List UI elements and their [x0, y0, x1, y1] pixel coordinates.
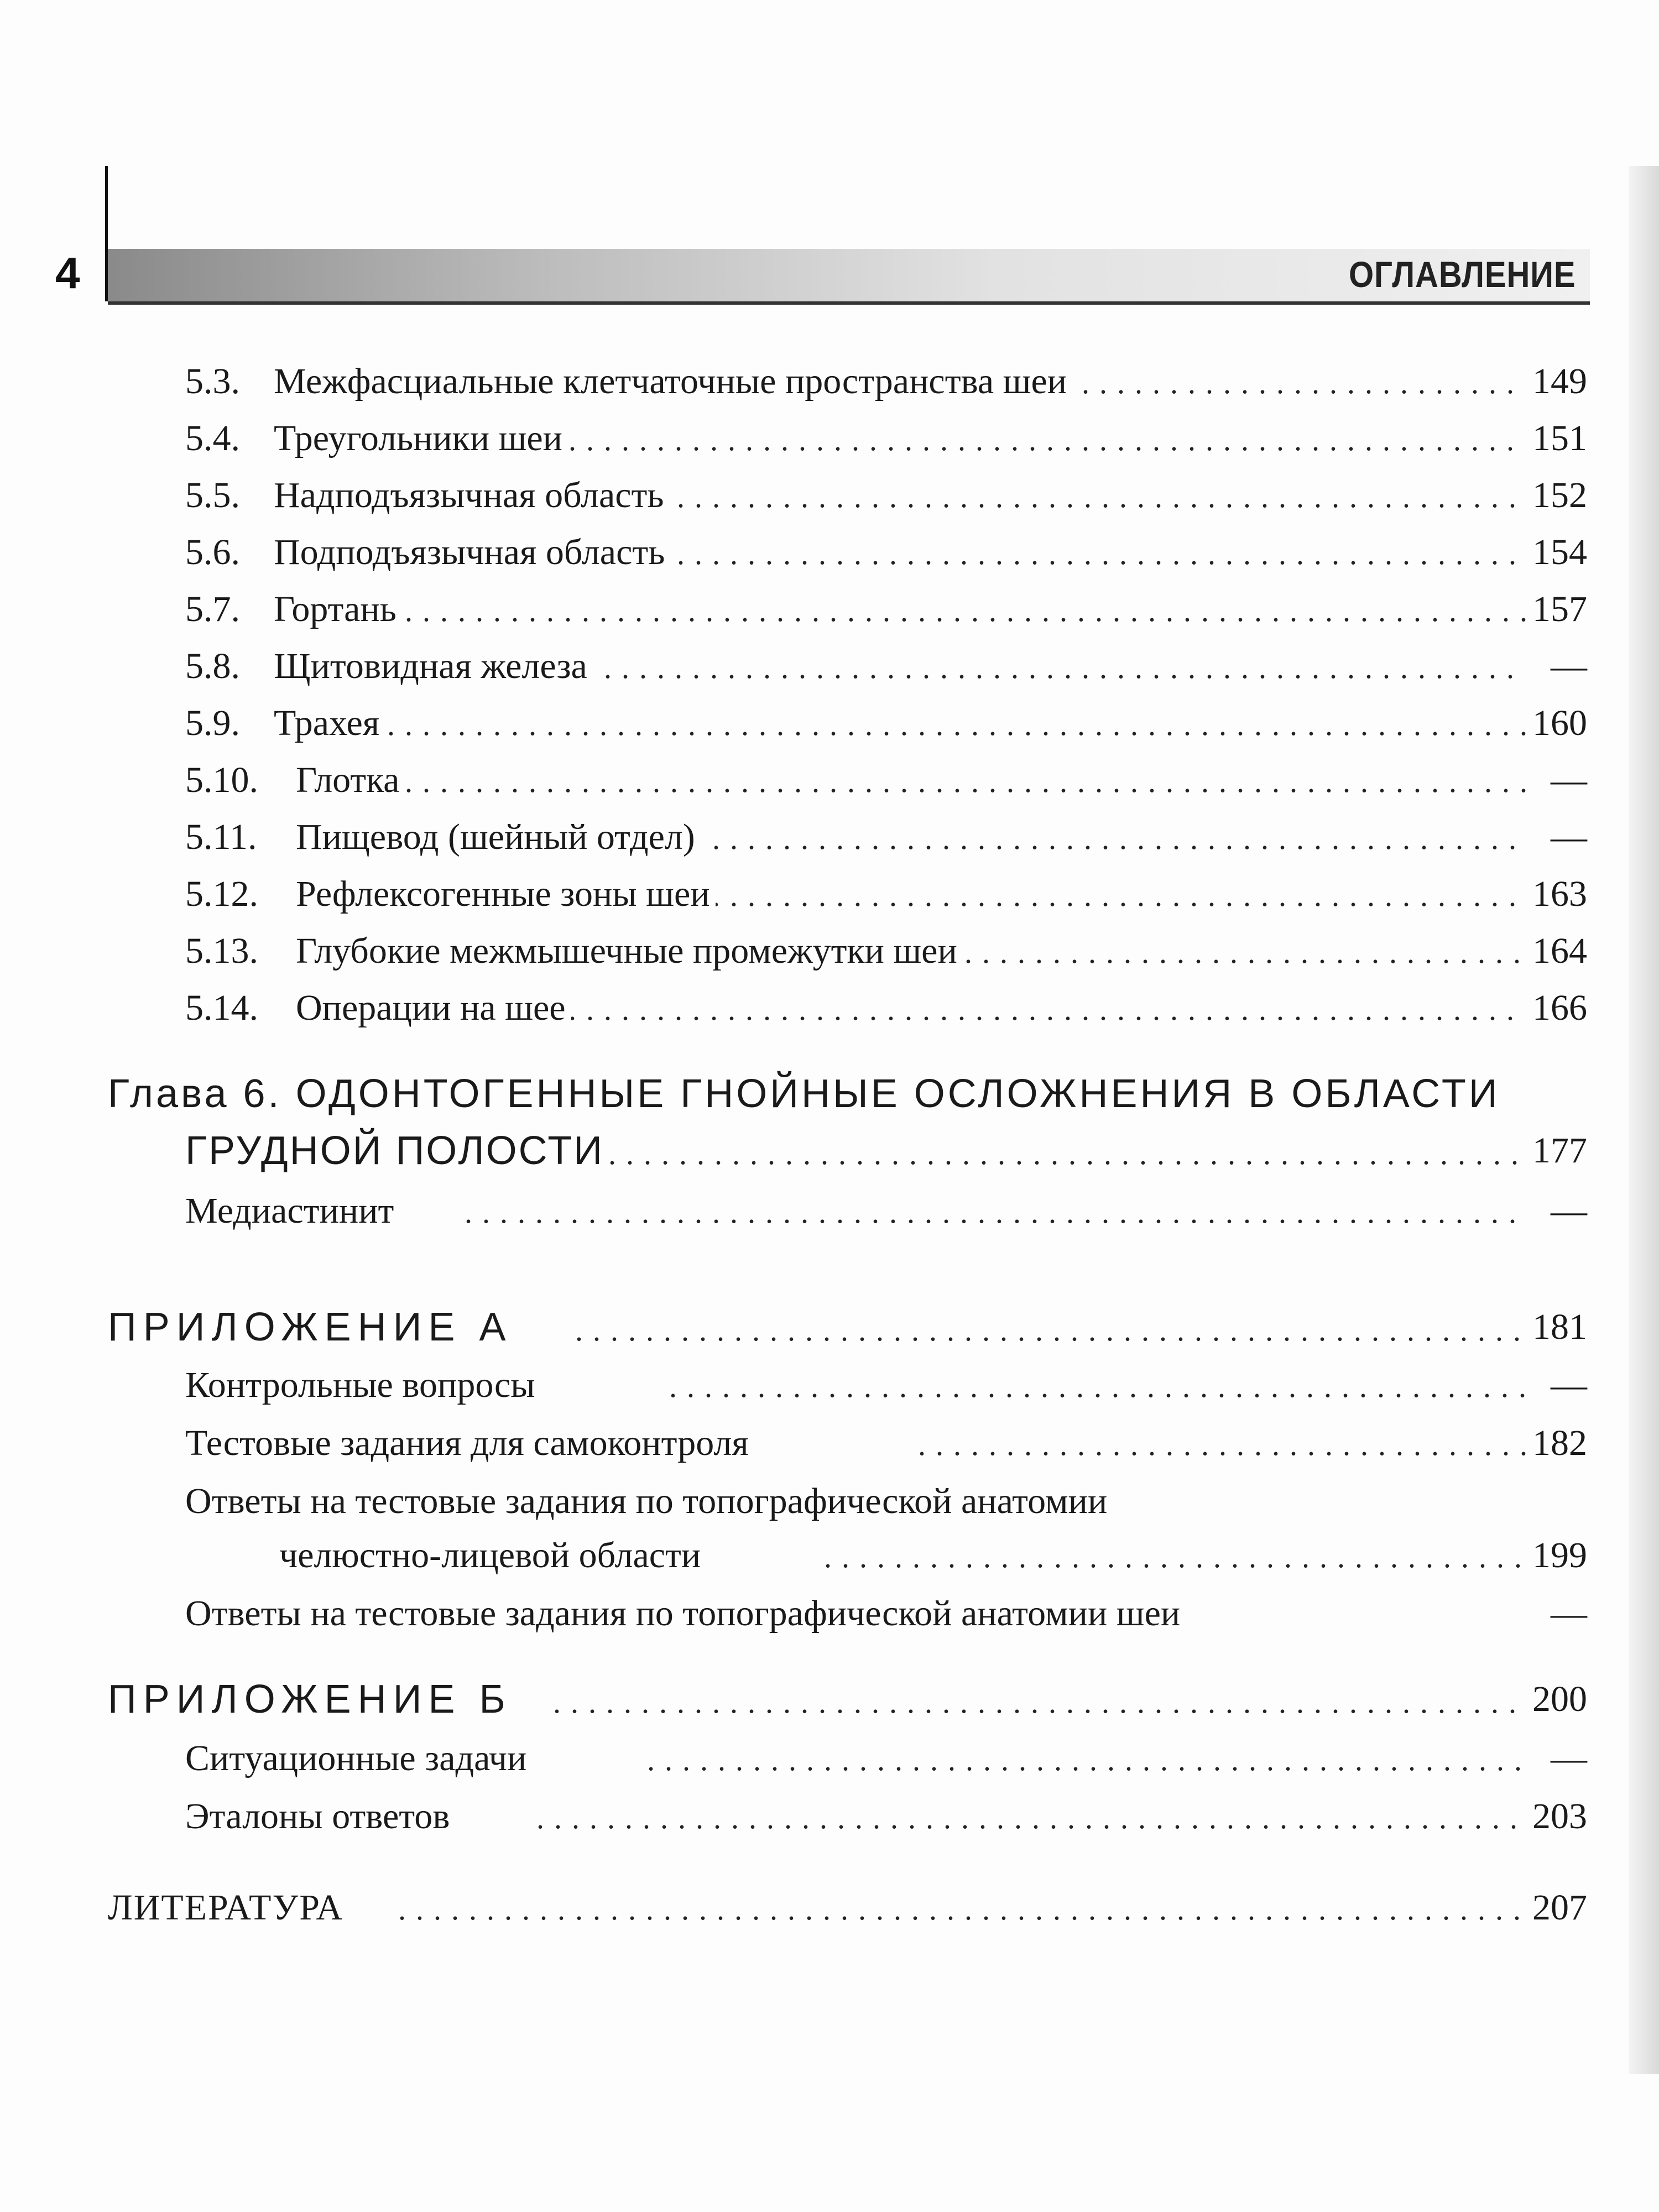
entry-page: 149: [1527, 357, 1587, 406]
entry-page: 151: [1527, 414, 1587, 463]
entry-number: 5.14.: [185, 988, 258, 1028]
toc-entry-5-9[interactable]: [0, 698, 1659, 748]
entry-title: Эталоны ответов: [185, 1792, 455, 1841]
toc-entry-literature[interactable]: [0, 1883, 1659, 1933]
entry-title: Тестовые задания для самоконтроля: [185, 1418, 754, 1468]
entry-number: 5.11.: [185, 817, 257, 857]
page-number: 4: [55, 248, 80, 298]
entry-page: 199: [1527, 1531, 1587, 1580]
toc-entry-5-5[interactable]: [0, 471, 1659, 520]
toc-entry-5-6[interactable]: [0, 528, 1659, 577]
toc-entry-5-14[interactable]: [0, 983, 1659, 1033]
toc-entry-5-7[interactable]: [0, 585, 1659, 634]
chapter-title-line2: ГРУДНОЙ ПОЛОСТИ: [185, 1126, 609, 1176]
entry-title-line1: Ответы на тестовые задания по топографической анатомии: [185, 1477, 1113, 1526]
entry-page: —: [1545, 755, 1587, 805]
entry-number: 5.4.: [185, 418, 240, 458]
entry-title: Операции на шее: [296, 988, 566, 1028]
entry-page: 203: [1527, 1792, 1587, 1841]
entry-page: —: [1545, 1589, 1587, 1639]
entry-page: 207: [1527, 1883, 1587, 1933]
toc-entry-5-3[interactable]: [0, 357, 1659, 406]
toc-entry-situational-tasks[interactable]: [0, 1734, 1659, 1783]
entry-page: 177: [1527, 1126, 1587, 1176]
appendix-title: ПРИЛОЖЕНИЕ Б: [108, 1674, 518, 1724]
entry-page: —: [1545, 1360, 1587, 1410]
entry-title: Щитовидная железа: [274, 646, 587, 686]
entry-number: 5.9.: [185, 703, 240, 743]
chapter-label: Глава 6.: [108, 1072, 282, 1116]
entry-title: Трахея: [274, 703, 380, 743]
entry-page: 164: [1527, 926, 1587, 976]
entry-number: 5.8.: [185, 646, 240, 686]
entry-title: Подподъязычная область: [274, 532, 665, 572]
entry-title: Пищевод (шейный отдел): [296, 817, 695, 857]
chapter-6-heading-line2[interactable]: [0, 1126, 1659, 1176]
toc-entry-reference-answers[interactable]: [0, 1792, 1659, 1841]
entry-number: 5.3.: [185, 361, 240, 401]
running-title: ОГЛАВЛЕНИЕ: [1349, 254, 1576, 295]
entry-title: Глубокие межмышечные промежутки шеи: [296, 931, 957, 971]
toc-entry-test-tasks[interactable]: [0, 1418, 1659, 1468]
toc-entry-5-8[interactable]: [0, 641, 1659, 691]
chapter-6-heading[interactable]: [0, 1069, 1659, 1119]
chapter-title-line1: ОДОНТОГЕННЫЕ ГНОЙНЫЕ ОСЛОЖНЕНИЯ В ОБЛАСТИ: [295, 1072, 1500, 1116]
entry-number: 5.5.: [185, 475, 240, 515]
toc-entry-5-10[interactable]: [0, 755, 1659, 805]
toc-entry-5-11[interactable]: [0, 812, 1659, 862]
entry-page: 182: [1527, 1418, 1587, 1468]
entry-number: 5.10.: [185, 760, 258, 800]
appendix-b-heading[interactable]: [0, 1674, 1659, 1724]
entry-page: 157: [1527, 585, 1587, 634]
entry-page: —: [1545, 1186, 1587, 1236]
entry-number: 5.6.: [185, 532, 240, 572]
entry-title: Межфасциальные клетчаточные пространства шеи: [274, 361, 1067, 401]
toc-entry-answers-neck[interactable]: [0, 1589, 1659, 1639]
appendix-a-heading[interactable]: [0, 1302, 1659, 1352]
entry-title: Надподъязычная область: [274, 475, 664, 515]
literature-title: ЛИТЕРАТУРА: [108, 1883, 349, 1933]
entry-number: 5.13.: [185, 931, 258, 971]
entry-title: Контрольные вопросы: [185, 1360, 541, 1410]
toc-entry-answers-face-line1[interactable]: [0, 1477, 1659, 1526]
toc-entry-control-questions[interactable]: [0, 1360, 1659, 1410]
entry-title: Треугольники шеи: [274, 418, 563, 458]
entry-page: —: [1545, 812, 1587, 862]
entry-title-line2: челюстно-лицевой области: [279, 1531, 706, 1580]
entry-title: Рефлексогенные зоны шеи: [296, 874, 710, 914]
entry-page: 181: [1527, 1302, 1587, 1352]
entry-title: Глотка: [296, 760, 400, 800]
entry-page: 152: [1527, 471, 1587, 520]
toc-entry-5-13[interactable]: [0, 926, 1659, 976]
entry-page: 154: [1527, 528, 1587, 577]
entry-title: Гортань: [274, 589, 397, 629]
entry-number: 5.12.: [185, 874, 258, 914]
entry-page: 160: [1527, 698, 1587, 748]
entry-page: —: [1545, 641, 1587, 691]
entry-title: Ситуационные задачи: [185, 1734, 532, 1783]
entry-page: 200: [1527, 1674, 1587, 1724]
toc-entry-5-4[interactable]: [0, 414, 1659, 463]
entry-title: Ответы на тестовые задания по топографической анатомии шеи: [185, 1589, 1186, 1639]
toc-entry-mediastinitis[interactable]: [0, 1186, 1659, 1236]
entry-title: Медиастинит: [185, 1186, 399, 1236]
entry-number: 5.7.: [185, 589, 240, 629]
appendix-title: ПРИЛОЖЕНИЕ А: [108, 1302, 518, 1352]
entry-page: 163: [1527, 869, 1587, 919]
toc-entry-answers-face-line2[interactable]: [0, 1531, 1659, 1580]
entry-page: 166: [1527, 983, 1587, 1033]
toc-entry-5-12[interactable]: [0, 869, 1659, 919]
entry-page: —: [1545, 1734, 1587, 1783]
